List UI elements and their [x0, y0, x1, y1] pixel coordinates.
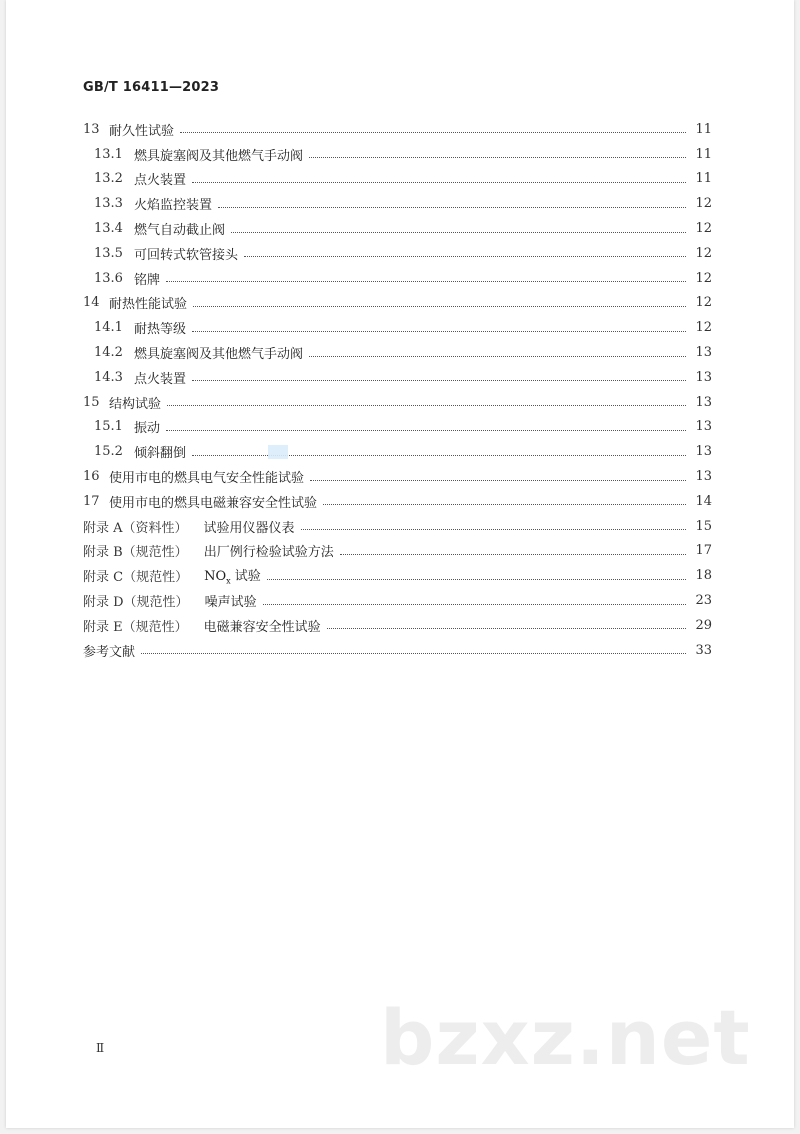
toc-entry-title: 参考文献 [83, 644, 136, 660]
toc-entry-title: 电磁兼容安全性试验 [203, 619, 321, 635]
toc-entry-page: 13 [695, 419, 712, 435]
toc-entry-title: 铭牌 [134, 272, 161, 288]
toc-entry-page: 33 [695, 642, 712, 658]
toc-dot-leader [267, 566, 686, 580]
toc-entry[interactable] [80, 390, 712, 415]
toc-dot-leader [340, 541, 686, 555]
toc-entry[interactable] [80, 315, 712, 340]
toc-dot-leader [327, 615, 686, 629]
toc-entry[interactable] [80, 563, 712, 588]
toc-entry-title: 点火装置 [134, 173, 187, 189]
toc-entry-number: 15.2 [94, 444, 123, 460]
toc-entry-number: 13.3 [94, 196, 123, 212]
toc-entry-page: 11 [695, 146, 712, 162]
toc-entry-page: 12 [695, 320, 712, 336]
document-page [6, 0, 794, 1128]
toc-entry[interactable] [80, 464, 712, 489]
toc-entry-title: 燃具旋塞阀及其他燃气手动阀 [134, 347, 304, 363]
toc-entry-number: 13.4 [94, 221, 123, 237]
toc-entry[interactable] [80, 266, 712, 291]
toc-entry-page: 11 [695, 121, 712, 137]
toc-entry-number: 13 [83, 121, 100, 137]
toc-dot-leader [193, 293, 686, 307]
toc-dot-leader [166, 417, 686, 431]
toc-entry-number: 15 [83, 394, 100, 410]
toc-entry[interactable] [80, 241, 712, 266]
toc-dot-leader [192, 169, 686, 183]
toc-entry-title: $NO_x$ 试验 [204, 569, 261, 587]
toc-entry-title: 燃具旋塞阀及其他燃气手动阀 [134, 148, 304, 164]
toc-entry-number: 13.2 [94, 171, 123, 187]
toc-dot-leader [167, 392, 686, 406]
toc-entry[interactable] [80, 588, 712, 613]
toc-entry-page: 12 [695, 196, 712, 212]
toc-entry-number: 13.1 [94, 146, 123, 162]
toc-entry-number: 附录 D（规范性） [83, 595, 189, 611]
toc-entry[interactable] [80, 340, 712, 365]
toc-entry[interactable] [80, 514, 712, 539]
toc-entry-title: 火焰监控装置 [134, 198, 213, 214]
toc-entry-page: 23 [695, 593, 712, 609]
page-number: Ⅱ [96, 1041, 105, 1055]
toc-entry[interactable] [80, 216, 712, 241]
toc-entry-number: 14.1 [94, 320, 123, 336]
toc-dot-leader [310, 467, 686, 481]
toc-entry-title: 燃气自动截止阀 [134, 223, 226, 239]
toc-dot-leader [309, 144, 686, 158]
toc-entry-number: 附录 B（规范性） [83, 545, 188, 561]
toc-entry-page: 11 [695, 171, 712, 187]
toc-entry-page: 13 [695, 394, 712, 410]
toc-entry[interactable] [80, 167, 712, 192]
toc-entry-title: 振动 [134, 421, 161, 437]
toc-entry[interactable] [80, 638, 712, 663]
toc-dot-leader [301, 516, 686, 530]
toc-dot-leader [180, 119, 686, 133]
toc-entry-number: 附录 A（资料性） [83, 520, 188, 536]
toc-entry[interactable] [80, 415, 712, 440]
toc-entry-page: 13 [695, 369, 712, 385]
toc-entry-page: 13 [695, 444, 712, 460]
toc-entry[interactable] [80, 365, 712, 390]
toc-entry-title: 结构试验 [109, 396, 162, 412]
toc-entry-title: 倾斜翻倒 [134, 446, 187, 462]
toc-dot-leader [166, 268, 686, 282]
toc-entry-title: 耐热性能试验 [109, 297, 188, 313]
standard-number-header: GB/T 16411—2023 [83, 80, 220, 95]
toc-entry-title: 使用市电的燃具电气安全性能试验 [109, 471, 305, 487]
toc-dot-leader [244, 243, 686, 257]
toc-entry-page: 13 [695, 469, 712, 485]
table-of-contents [80, 117, 712, 663]
toc-entry-number: 13.5 [94, 245, 123, 261]
toc-entry-title: 耐热等级 [134, 322, 187, 338]
toc-dot-leader [218, 194, 686, 208]
toc-entry-page: 14 [695, 493, 712, 509]
toc-dot-leader [192, 318, 686, 332]
toc-dot-leader [231, 219, 686, 233]
toc-entry[interactable] [80, 191, 712, 216]
toc-entry-page: 15 [695, 518, 712, 534]
toc-entry-number: 附录 C（规范性） [83, 570, 189, 586]
toc-dot-leader [323, 491, 686, 505]
toc-entry-page: 12 [695, 245, 712, 261]
toc-dot-leader [309, 343, 686, 357]
toc-entry-title: 可回转式软管接头 [134, 247, 239, 263]
toc-dot-leader [192, 367, 686, 381]
toc-entry-number: 15.1 [94, 419, 123, 435]
text-selection-highlight [268, 445, 288, 459]
toc-entry-page: 13 [695, 345, 712, 361]
toc-dot-leader [263, 591, 686, 605]
toc-entry-number: 16 [83, 469, 100, 485]
toc-entry-title: 点火装置 [134, 371, 187, 387]
toc-entry-number: 13.6 [94, 270, 123, 286]
toc-entry-page: 12 [695, 221, 712, 237]
toc-dot-leader [141, 640, 686, 654]
toc-entry[interactable] [80, 142, 712, 167]
toc-entry-page: 12 [695, 270, 712, 286]
toc-entry[interactable] [80, 613, 712, 638]
toc-entry[interactable] [80, 489, 712, 514]
toc-entry-number: 14.2 [94, 345, 123, 361]
toc-entry-page: 17 [695, 543, 712, 559]
toc-entry-number: 14.3 [94, 369, 123, 385]
toc-entry-page: 18 [695, 568, 712, 584]
toc-entry[interactable] [80, 117, 712, 142]
toc-entry[interactable] [80, 539, 712, 564]
toc-entry-title: 耐久性试验 [109, 123, 175, 139]
toc-entry-number: 17 [83, 493, 100, 509]
watermark-logo: bzxz.net [380, 993, 751, 1082]
toc-entry-page: 12 [695, 295, 712, 311]
toc-entry[interactable] [80, 439, 712, 464]
toc-entry-title: 出厂例行检验试验方法 [203, 545, 334, 561]
toc-entry-title: 噪声试验 [204, 595, 257, 611]
toc-dot-leader [192, 442, 686, 456]
toc-entry-number: 附录 E（规范性） [83, 619, 188, 635]
toc-entry-title: 使用市电的燃具电磁兼容安全性试验 [109, 495, 318, 511]
toc-entry-number: 14 [83, 295, 100, 311]
toc-entry-page: 29 [695, 617, 712, 633]
toc-entry-title: 试验用仪器仪表 [203, 520, 295, 536]
toc-entry[interactable] [80, 291, 712, 316]
